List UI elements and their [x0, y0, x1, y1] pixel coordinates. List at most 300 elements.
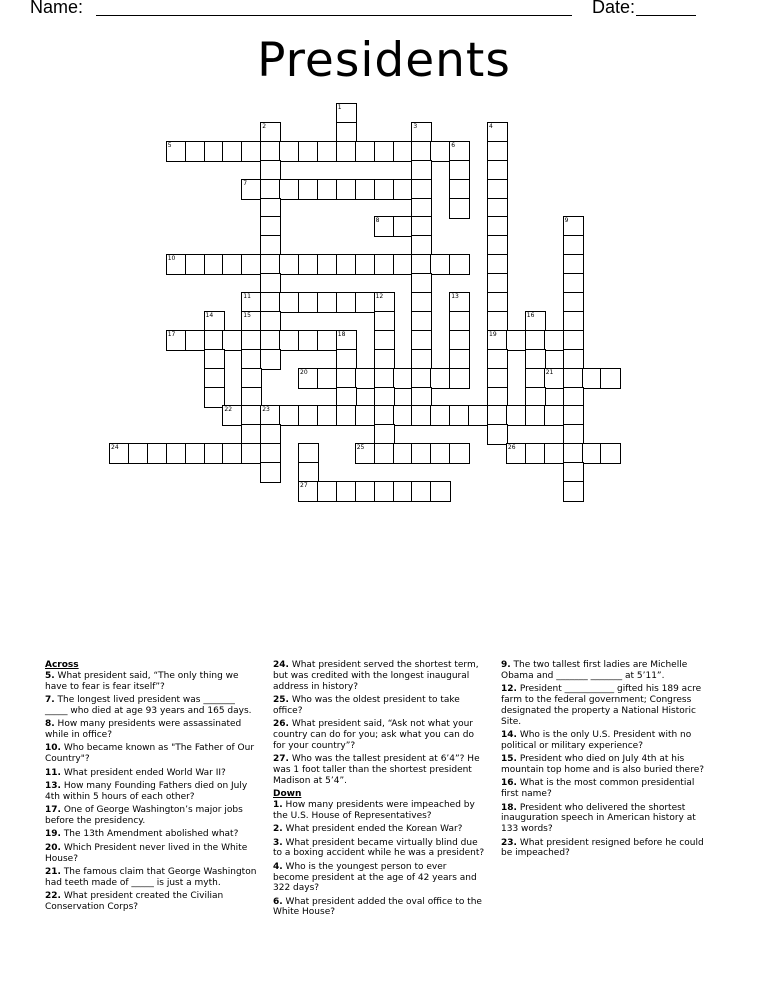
grid-cell[interactable] — [260, 273, 281, 294]
grid-cell[interactable] — [374, 254, 395, 275]
clue-number: 5. — [45, 670, 55, 681]
grid-cell[interactable] — [449, 330, 470, 351]
clue-number: 1. — [273, 799, 283, 810]
grid-cell[interactable] — [525, 387, 546, 408]
section-heading: Across — [45, 660, 79, 670]
grid-cell[interactable] — [260, 405, 281, 426]
clue-number: 21 — [545, 368, 554, 376]
clue-text: The 13th Amendment abolished what? — [60, 829, 239, 840]
clue-number: 18 — [337, 330, 346, 338]
clue-number: 8 — [375, 217, 380, 225]
clue-number: 26. — [273, 719, 289, 730]
clue-number: 14. — [501, 729, 517, 740]
grid-cell[interactable] — [393, 368, 414, 389]
clue-number: 15 — [243, 311, 251, 319]
grid-cell[interactable] — [317, 292, 338, 313]
grid-cell[interactable] — [563, 311, 584, 332]
grid-cell[interactable] — [563, 273, 584, 294]
grid-cell[interactable] — [298, 368, 319, 389]
grid-cell[interactable] — [166, 141, 187, 162]
grid-cell[interactable] — [563, 368, 584, 389]
grid-cell[interactable] — [355, 179, 376, 200]
clue-text: What president ended the Korean War? — [282, 824, 463, 835]
grid-cell[interactable] — [393, 481, 414, 502]
grid-cell[interactable] — [487, 330, 508, 351]
clue-number: 27 — [300, 482, 308, 489]
grid-cell[interactable] — [374, 141, 395, 162]
grid-cell[interactable] — [298, 330, 319, 351]
grid-cell[interactable] — [430, 368, 451, 389]
grid-cell[interactable] — [563, 235, 584, 256]
grid-cell[interactable] — [260, 235, 281, 256]
grid-cell[interactable] — [449, 443, 470, 464]
grid-cell[interactable] — [563, 462, 584, 483]
clue-text: Which President never lived in the White House? — [45, 842, 248, 864]
grid-cell[interactable] — [563, 481, 584, 502]
grid-cell[interactable] — [563, 349, 584, 370]
grid-cell[interactable] — [411, 481, 432, 502]
clue — [273, 862, 485, 894]
clue — [501, 754, 713, 776]
clue-number: 23 — [262, 406, 270, 414]
grid-cell[interactable] — [298, 141, 319, 162]
clue-number: 20 — [300, 368, 308, 376]
grid-cell[interactable] — [260, 254, 281, 275]
grid-cell[interactable] — [487, 179, 508, 200]
clue-number: 10 — [167, 255, 176, 263]
grid-cell[interactable] — [166, 254, 187, 275]
clue-number: 17 — [167, 330, 176, 338]
grid-cell[interactable] — [374, 311, 395, 332]
grid-cell[interactable] — [563, 330, 584, 351]
clue-text: What president ended World War II? — [60, 767, 226, 778]
grid-cell[interactable] — [487, 368, 508, 389]
grid-cell[interactable] — [374, 330, 395, 351]
grid-cell[interactable] — [563, 254, 584, 275]
grid-cell[interactable] — [260, 179, 281, 200]
grid-cell[interactable] — [355, 443, 376, 464]
clue-number: 4 — [489, 122, 493, 130]
grid-cell[interactable] — [525, 349, 546, 370]
grid-cell[interactable] — [411, 198, 432, 219]
grid-cell[interactable] — [336, 387, 357, 408]
grid-cell[interactable] — [582, 443, 603, 464]
grid-cell[interactable] — [525, 311, 546, 332]
grid-cell[interactable] — [222, 443, 243, 464]
grid-cell[interactable] — [374, 443, 395, 464]
grid-cell[interactable] — [393, 216, 414, 237]
clue-text: How many Founding Fathers died on July 4th within 5 hours of each other? — [45, 780, 248, 802]
clue-number: 7. — [45, 694, 55, 705]
clue-number: 18. — [501, 802, 517, 813]
clue-number: 15. — [501, 754, 517, 765]
grid-cell[interactable] — [355, 481, 376, 502]
grid-cell[interactable] — [374, 368, 395, 389]
grid-cell[interactable] — [317, 368, 338, 389]
clue-number: 22. — [45, 891, 61, 902]
grid-cell[interactable] — [241, 443, 262, 464]
clue-number: 24 — [111, 444, 119, 452]
grid-cell[interactable] — [411, 405, 432, 426]
grid-cell[interactable] — [411, 349, 432, 370]
grid-cell[interactable] — [241, 424, 262, 445]
grid-cell[interactable] — [241, 292, 262, 313]
grid-cell[interactable] — [411, 311, 432, 332]
clue — [45, 671, 257, 693]
grid-cell[interactable] — [544, 443, 565, 464]
clue — [45, 829, 257, 840]
clue-number: 19. — [45, 829, 61, 840]
clue-text: What president said, “Ask not what your country can do for you; ask what you can do for your country”? — [273, 719, 474, 751]
clue — [273, 695, 485, 717]
grid-cell[interactable] — [204, 349, 225, 370]
grid-cell[interactable] — [487, 405, 508, 426]
grid-cell[interactable] — [411, 368, 432, 389]
grid-cell[interactable] — [411, 122, 432, 143]
grid-cell[interactable] — [468, 405, 489, 426]
grid-cell[interactable] — [317, 405, 338, 426]
grid-cell[interactable] — [336, 481, 357, 502]
clue-text: How many presidents were impeached by the U.S. House of Representatives? — [273, 799, 475, 821]
grid-cell[interactable] — [241, 311, 262, 332]
grid-cell[interactable] — [204, 443, 225, 464]
grid-cell[interactable] — [374, 387, 395, 408]
clue-number: 12. — [501, 684, 517, 695]
page-title: Presidents — [257, 33, 511, 88]
grid-cell[interactable] — [336, 179, 357, 200]
clue — [501, 660, 713, 682]
grid-cell[interactable] — [563, 405, 584, 426]
grid-cell[interactable] — [355, 254, 376, 275]
grid-cell[interactable] — [260, 462, 281, 483]
clue-number: 16. — [501, 778, 517, 789]
clue-number: 21. — [45, 866, 61, 877]
clue — [501, 838, 713, 860]
clues-column-3 — [501, 660, 713, 862]
grid-cell[interactable] — [449, 405, 470, 426]
grid-cell[interactable] — [241, 368, 262, 389]
clue-text: The famous claim that George Washington had teeth made of _____ is just a myth. — [45, 866, 257, 888]
grid-cell[interactable] — [525, 368, 546, 389]
clue-number: 12 — [375, 293, 384, 300]
grid-cell[interactable] — [241, 330, 262, 351]
grid-cell[interactable] — [241, 349, 262, 370]
grid-cell[interactable] — [298, 254, 319, 275]
clue-number: 6 — [451, 141, 456, 149]
clue-number: 1 — [337, 104, 342, 111]
grid-cell[interactable] — [279, 179, 300, 200]
grid-cell[interactable] — [336, 405, 357, 426]
grid-cell[interactable] — [411, 179, 432, 200]
grid-cell[interactable] — [449, 198, 470, 219]
grid-cell[interactable] — [411, 387, 432, 408]
clue — [273, 719, 485, 751]
grid-cell[interactable] — [317, 141, 338, 162]
grid-cell[interactable] — [317, 330, 338, 351]
grid-cell[interactable] — [449, 311, 470, 332]
grid-cell[interactable] — [487, 216, 508, 237]
grid-cell[interactable] — [336, 330, 357, 351]
grid-cell[interactable] — [355, 141, 376, 162]
clue-number: 11 — [243, 293, 251, 300]
clue-text: Who became known as "The Father of Our Country"? — [45, 743, 255, 765]
clue-number: 13 — [451, 293, 459, 300]
grid-cell[interactable] — [166, 443, 187, 464]
clue-number: 8. — [45, 719, 55, 730]
grid-cell[interactable] — [147, 443, 168, 464]
grid-cell[interactable] — [582, 368, 603, 389]
grid-cell[interactable] — [430, 481, 451, 502]
clues-column-1 — [45, 660, 257, 915]
grid-cell[interactable] — [204, 141, 225, 162]
grid-cell[interactable] — [374, 179, 395, 200]
grid-cell[interactable] — [430, 443, 451, 464]
grid-cell[interactable] — [411, 235, 432, 256]
grid-cell[interactable] — [204, 368, 225, 389]
grid-cell[interactable] — [260, 216, 281, 237]
date-label: Date: — [592, 0, 636, 17]
clue-number: 27. — [273, 754, 289, 765]
grid-cell[interactable] — [374, 481, 395, 502]
grid-cell[interactable] — [241, 141, 262, 162]
grid-cell[interactable] — [260, 330, 281, 351]
grid-cell[interactable] — [563, 387, 584, 408]
grid-cell[interactable] — [222, 141, 243, 162]
clue-text: The longest lived president was _______ _____ who died at age 93 years and 165 days. — [45, 694, 252, 716]
grid-cell[interactable] — [260, 292, 281, 313]
clue-text: What president became virtually blind due to a boxing accident while he was a president? — [273, 837, 485, 859]
grid-cell[interactable] — [336, 368, 357, 389]
grid-cell[interactable] — [279, 292, 300, 313]
grid-cell[interactable] — [449, 292, 470, 313]
grid-cell[interactable] — [298, 405, 319, 426]
grid-cell[interactable] — [411, 443, 432, 464]
grid-cell[interactable] — [317, 179, 338, 200]
grid-cell[interactable] — [487, 424, 508, 445]
grid-cell[interactable] — [525, 443, 546, 464]
clue-number: 6. — [273, 896, 283, 907]
clue — [45, 695, 257, 717]
grid-cell[interactable] — [487, 387, 508, 408]
grid-cell[interactable] — [336, 103, 357, 124]
grid-cell[interactable] — [449, 160, 470, 181]
grid-cell[interactable] — [355, 292, 376, 313]
clue-number: 22 — [224, 406, 233, 414]
grid-cell[interactable] — [260, 424, 281, 445]
grid-cell[interactable] — [185, 141, 206, 162]
grid-cell[interactable] — [487, 273, 508, 294]
clue-number: 9 — [564, 217, 569, 225]
grid-cell[interactable] — [204, 330, 225, 351]
grid-cell[interactable] — [563, 443, 584, 464]
grid-cell[interactable] — [279, 141, 300, 162]
grid-cell[interactable] — [487, 235, 508, 256]
grid-cell[interactable] — [298, 179, 319, 200]
clue-text: The two tallest first ladies are Michelle Obama and _______ _______ at 5’11”. — [501, 660, 688, 681]
clue-number: 14 — [205, 311, 214, 319]
grid-cell[interactable] — [411, 254, 432, 275]
grid-cell[interactable] — [393, 141, 414, 162]
grid-cell[interactable] — [506, 330, 527, 351]
grid-cell[interactable] — [487, 141, 508, 162]
grid-cell[interactable] — [355, 368, 376, 389]
clue — [45, 719, 257, 741]
grid-cell[interactable] — [393, 179, 414, 200]
clue-number: 24. — [273, 660, 289, 670]
grid-cell[interactable] — [506, 443, 527, 464]
grid-cell[interactable] — [374, 424, 395, 445]
grid-cell[interactable] — [185, 443, 206, 464]
grid-cell[interactable] — [374, 216, 395, 237]
grid-cell[interactable] — [563, 216, 584, 237]
grid-cell[interactable] — [430, 254, 451, 275]
grid-cell[interactable] — [336, 292, 357, 313]
grid-cell[interactable] — [222, 330, 243, 351]
grid-cell[interactable] — [487, 311, 508, 332]
grid-cell[interactable] — [449, 368, 470, 389]
grid-cell[interactable] — [544, 368, 565, 389]
clue — [273, 897, 485, 919]
clue-number: 19 — [489, 330, 497, 338]
clues-column-2 — [273, 660, 485, 921]
clue-number: 26 — [507, 444, 516, 452]
grid-cell[interactable] — [544, 405, 565, 426]
clue-number: 2 — [262, 122, 267, 130]
grid-cell[interactable] — [185, 330, 206, 351]
grid-cell[interactable] — [374, 292, 395, 313]
grid-cell[interactable] — [374, 405, 395, 426]
clue-number: 9. — [501, 660, 511, 670]
grid-cell[interactable] — [487, 292, 508, 313]
grid-cell[interactable] — [411, 216, 432, 237]
grid-cell[interactable] — [487, 198, 508, 219]
grid-cell[interactable] — [563, 424, 584, 445]
grid-cell[interactable] — [128, 443, 149, 464]
clue-text: What president created the Civilian Conservation Corps? — [45, 891, 224, 912]
grid-cell[interactable] — [298, 292, 319, 313]
grid-cell[interactable] — [260, 141, 281, 162]
grid-cell[interactable] — [336, 122, 357, 143]
grid-cell[interactable] — [487, 160, 508, 181]
grid-cell[interactable] — [260, 443, 281, 464]
grid-cell[interactable] — [279, 330, 300, 351]
grid-cell[interactable] — [298, 481, 319, 502]
grid-cell[interactable] — [222, 405, 243, 426]
clue-text: President ___________ gifted his 189 acre farm to the federal government; Congress designated the property a National Historic Site. — [501, 684, 702, 727]
grid-cell[interactable] — [487, 122, 508, 143]
clue — [501, 684, 713, 727]
grid-cell[interactable] — [430, 405, 451, 426]
grid-cell[interactable] — [260, 160, 281, 181]
clue — [273, 800, 485, 822]
grid-cell[interactable] — [298, 443, 319, 464]
clue — [501, 730, 713, 752]
grid-cell[interactable] — [411, 292, 432, 313]
grid-cell[interactable] — [449, 141, 470, 162]
grid-cell[interactable] — [241, 179, 262, 200]
clue-number: 3. — [273, 837, 283, 848]
grid-cell[interactable] — [393, 254, 414, 275]
grid-cell[interactable] — [393, 405, 414, 426]
name-label: Name: — [30, 0, 84, 17]
grid-cell[interactable] — [487, 254, 508, 275]
clue-text: What president served the shortest term, but was credited with the longest inaugural address in history? — [273, 660, 479, 692]
clue — [45, 891, 257, 913]
grid-cell[interactable] — [411, 141, 432, 162]
grid-cell[interactable] — [260, 349, 281, 370]
grid-cell[interactable] — [204, 387, 225, 408]
grid-cell[interactable] — [241, 405, 262, 426]
clue-text: What is the most common presidential first name? — [501, 778, 695, 800]
grid-cell[interactable] — [317, 254, 338, 275]
grid-cell[interactable] — [166, 330, 187, 351]
clue-text: What president said, “The only thing we have to fear is fear itself”? — [45, 670, 239, 692]
grid-cell[interactable] — [336, 349, 357, 370]
grid-cell[interactable] — [449, 179, 470, 200]
grid-cell[interactable] — [487, 349, 508, 370]
grid-cell[interactable] — [449, 254, 470, 275]
grid-cell[interactable] — [185, 254, 206, 275]
grid-cell[interactable] — [525, 330, 546, 351]
grid-cell[interactable] — [204, 311, 225, 332]
grid-cell[interactable] — [260, 122, 281, 143]
grid-cell[interactable] — [393, 443, 414, 464]
grid-cell[interactable] — [411, 160, 432, 181]
clue-number: 10. — [45, 743, 61, 754]
clue — [273, 754, 485, 786]
grid-cell[interactable] — [544, 330, 565, 351]
grid-cell[interactable] — [241, 254, 262, 275]
clue-number: 25 — [356, 444, 365, 452]
grid-cell[interactable] — [355, 405, 376, 426]
grid-cell[interactable] — [279, 405, 300, 426]
grid-cell[interactable] — [600, 368, 621, 389]
grid-cell[interactable] — [260, 198, 281, 219]
grid-cell[interactable] — [411, 273, 432, 294]
clue-text: How many presidents were assassinated while in office? — [45, 719, 242, 740]
grid-cell[interactable] — [298, 462, 319, 483]
grid-cell[interactable] — [374, 349, 395, 370]
clue-number: 23. — [501, 837, 517, 848]
grid-cell[interactable] — [563, 292, 584, 313]
grid-cell[interactable] — [506, 405, 527, 426]
clue-text: What president added the oval office to the White House? — [273, 896, 482, 918]
grid-cell[interactable] — [241, 387, 262, 408]
clue-number: 7 — [243, 179, 248, 187]
grid-cell[interactable] — [449, 349, 470, 370]
grid-cell[interactable] — [336, 141, 357, 162]
grid-cell[interactable] — [204, 254, 225, 275]
clue — [501, 778, 713, 800]
clue-number: 4. — [273, 861, 283, 872]
clue-text: President who died on July 4th at his mountain top home and is also buried there? — [501, 754, 705, 775]
grid-cell[interactable] — [279, 254, 300, 275]
clue-text: Who was the oldest president to take office? — [273, 694, 460, 716]
grid-cell[interactable] — [430, 141, 451, 162]
clue — [45, 781, 257, 803]
grid-cell[interactable] — [336, 254, 357, 275]
clue — [45, 743, 257, 765]
grid-cell[interactable] — [109, 443, 130, 464]
grid-cell[interactable] — [222, 254, 243, 275]
grid-cell[interactable] — [411, 330, 432, 351]
grid-cell[interactable] — [317, 481, 338, 502]
clue — [45, 805, 257, 827]
grid-cell[interactable] — [525, 405, 546, 426]
grid-cell[interactable] — [260, 311, 281, 332]
clue — [273, 824, 485, 835]
grid-cell[interactable] — [600, 443, 621, 464]
